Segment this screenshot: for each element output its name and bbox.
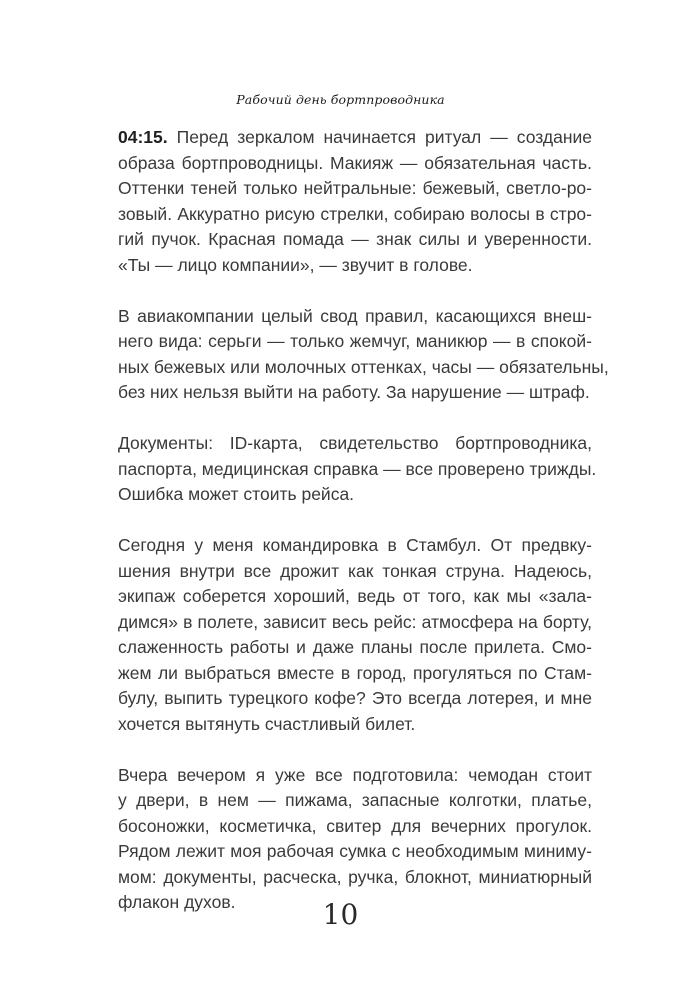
- text-line: Сегодня у меня командировка в Стамбул. От предвку-: [118, 535, 592, 555]
- text-line: гий пучок. Красная помада — знак силы и уверенности.: [118, 229, 592, 249]
- text-line: зовый. Аккуратно рисую стрелки, собираю волосы в стро-: [118, 203, 592, 224]
- time-stamp: 04:15.: [118, 127, 168, 147]
- text-line: Вчера вечером я уже все подготовила: чемодан стоит: [118, 764, 592, 785]
- text-line: ных бежевых или молочных оттенках, часы — обязательны,: [118, 356, 609, 377]
- text-line: [118, 125, 592, 151]
- text-fragment: Перед зеркалом начинается ритуал — создание: [167, 127, 592, 147]
- body-text: [118, 125, 609, 941]
- text-line: Ошибка может стоить рейса.: [118, 484, 355, 504]
- text-line: мом: документы, расческа, ручка, блокнот, миниатюрный: [118, 866, 592, 887]
- text-line: слаженность работы и даже планы после прилета. Смо-: [118, 637, 592, 657]
- text-line: «Ты — лицо компании», — звучит в голове.: [118, 254, 473, 275]
- page-number: 10: [322, 898, 359, 931]
- text-line: булу, выпить турецкого кофе? Это всегда лотерея, и мне: [118, 688, 592, 708]
- text-line: шения внутри все дрожит как тонкая струна. Надеюсь,: [118, 560, 592, 581]
- text-line: у двери, в нем — пижама, запасные колготки, платье,: [118, 790, 592, 810]
- text-line: жем ли выбраться вместе в город, прогуляться по Стам-: [118, 662, 592, 683]
- text-line: паспорта, медицинская справка — все проверено трижды.: [118, 458, 597, 479]
- text-line: Оттенки теней только нейтральные: бежевый, светло-ро-: [118, 178, 592, 198]
- paragraph-4: [118, 533, 592, 737]
- text-line: димся» в полете, зависит весь рейс: атмосфера на борту,: [118, 611, 592, 632]
- text-line: флакон духов.: [118, 892, 236, 912]
- text-line: без них нельзя выйти на работу. За нарушение — штраф.: [118, 382, 590, 402]
- text-line: образа бортпроводницы. Макияж — обязательная часть.: [118, 152, 592, 173]
- paragraph-5: [118, 763, 592, 916]
- text-line: экипаж соберется хороший, ведь от того, как мы «зала-: [118, 586, 592, 606]
- text-line: Рядом лежит моя рабочая сумка с необходимым миниму-: [118, 841, 592, 861]
- running-head: Рабочий день бортпроводника: [236, 92, 445, 107]
- text-line: босоножки, косметичка, свитер для вечерних прогулок.: [118, 815, 592, 836]
- text-line: В авиакомпании целый свод правил, касающихся внеш-: [118, 305, 592, 326]
- text-line: Документы: ID-карта, свидетельство бортпроводника,: [118, 433, 592, 453]
- paragraph-1: [118, 125, 592, 278]
- paragraph-2: [118, 304, 609, 406]
- text-line: хочется вытянуть счастливый билет.: [118, 713, 416, 734]
- text-line: него вида: серьги — только жемчуг, маникюр — в спокой-: [118, 331, 592, 351]
- paragraph-3: [118, 431, 597, 508]
